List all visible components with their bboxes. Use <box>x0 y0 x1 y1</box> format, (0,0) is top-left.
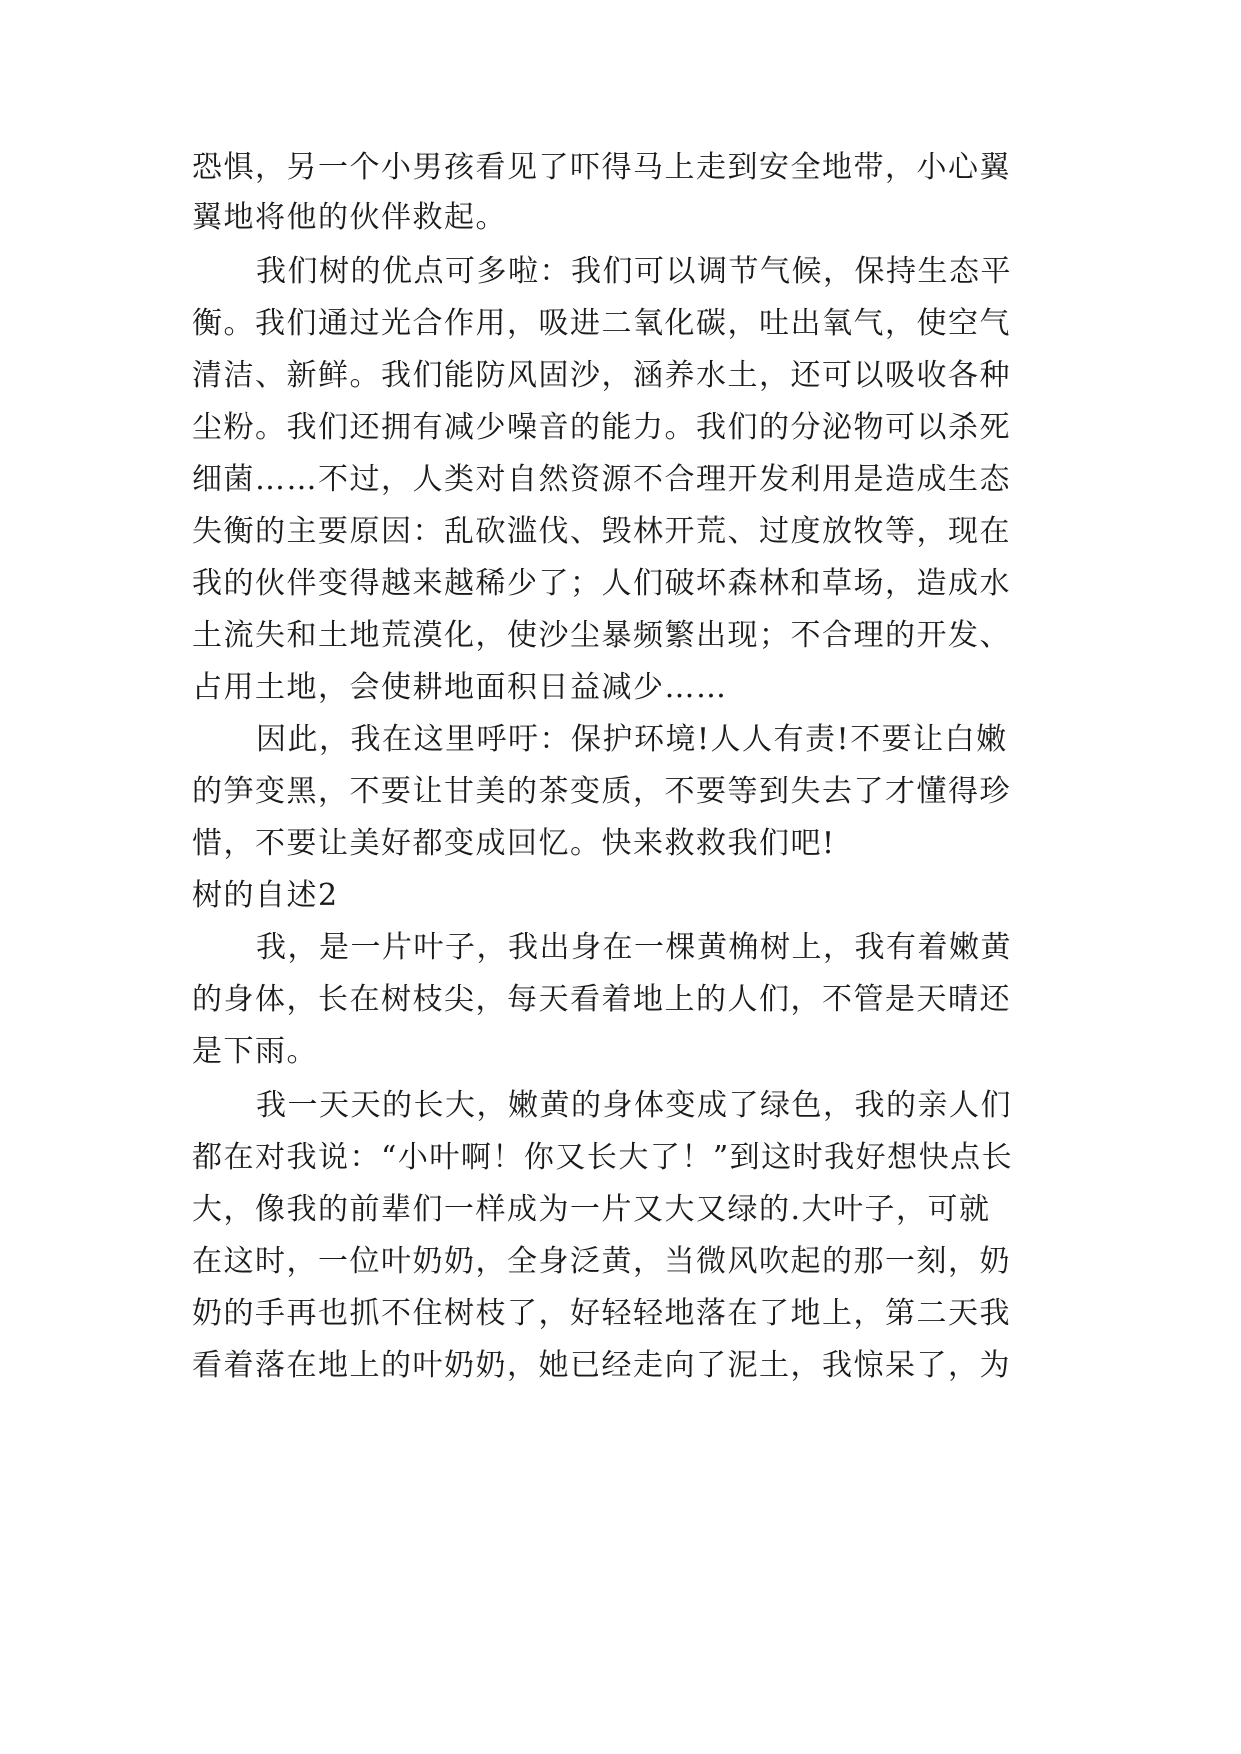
text-line: 清洁、新鲜。我们能防风固沙，涵养水土，还可以吸收各种 <box>192 358 1011 393</box>
text-line: 的身体，长在树枝尖，每天看着地上的人们，不管是天晴还 <box>192 982 1011 1017</box>
text-line: 细菌……不过，人类对自然资源不合理开发利用是造成生态 <box>192 462 1011 497</box>
text-line: 惜，不要让美好都变成回忆。快来救救我们吧! <box>192 826 836 861</box>
paragraph-first-line: 我一天天的长大，嫩黄的身体变成了绿色，我的亲人们 <box>256 1088 1012 1123</box>
text-line: 大，像我的前辈们一样成为一片又大又绿的.大叶子，可就 <box>192 1192 991 1227</box>
paragraph-first-line: 因此，我在这里呼吁：保护环境!人人有责!不要让白嫩 <box>256 722 1008 757</box>
text-line: 占用土地，会使耕地面积日益减少…… <box>192 670 728 705</box>
text-line: 的笋变黑，不要让甘美的茶变质，不要等到失去了才懂得珍 <box>192 774 1011 809</box>
paragraph-first-line: 我们树的优点可多啦：我们可以调节气候，保持生态平 <box>256 254 1012 289</box>
text-line: 是下雨。 <box>192 1034 318 1069</box>
section-heading: 树的自述2 <box>192 878 339 913</box>
text-line: 翼地将他的伙伴救起。 <box>192 200 507 235</box>
text-line: 衡。我们通过光合作用，吸进二氧化碳，吐出氧气，使空气 <box>192 306 1011 341</box>
text-line: 在这时，一位叶奶奶，全身泛黄，当微风吹起的那一刻，奶 <box>192 1244 1011 1279</box>
text-line: 恐惧，另一个小男孩看见了吓得马上走到安全地带，小心翼 <box>192 150 1011 185</box>
text-line: 奶的手再也抓不住树枝了，好轻轻地落在了地上，第二天我 <box>192 1296 1011 1331</box>
text-line: 土流失和土地荒漠化，使沙尘暴频繁出现；不合理的开发、 <box>192 618 1011 653</box>
text-line: 我的伙伴变得越来越稀少了；人们破坏森林和草场，造成水 <box>192 566 1011 601</box>
text-line: 看着落在地上的叶奶奶，她已经走向了泥土，我惊呆了，为 <box>192 1348 1011 1383</box>
text-line: 尘粉。我们还拥有减少噪音的能力。我们的分泌物可以杀死 <box>192 410 1011 445</box>
text-line: 失衡的主要原因：乱砍滥伐、毁林开荒、过度放牧等，现在 <box>192 514 1011 549</box>
text-line: 都在对我说：“小叶啊！你又长大了！”到这时我好想快点长 <box>192 1140 1014 1175</box>
paragraph-first-line: 我，是一片叶子，我出身在一棵黄桷树上，我有着嫩黄 <box>256 930 1012 965</box>
